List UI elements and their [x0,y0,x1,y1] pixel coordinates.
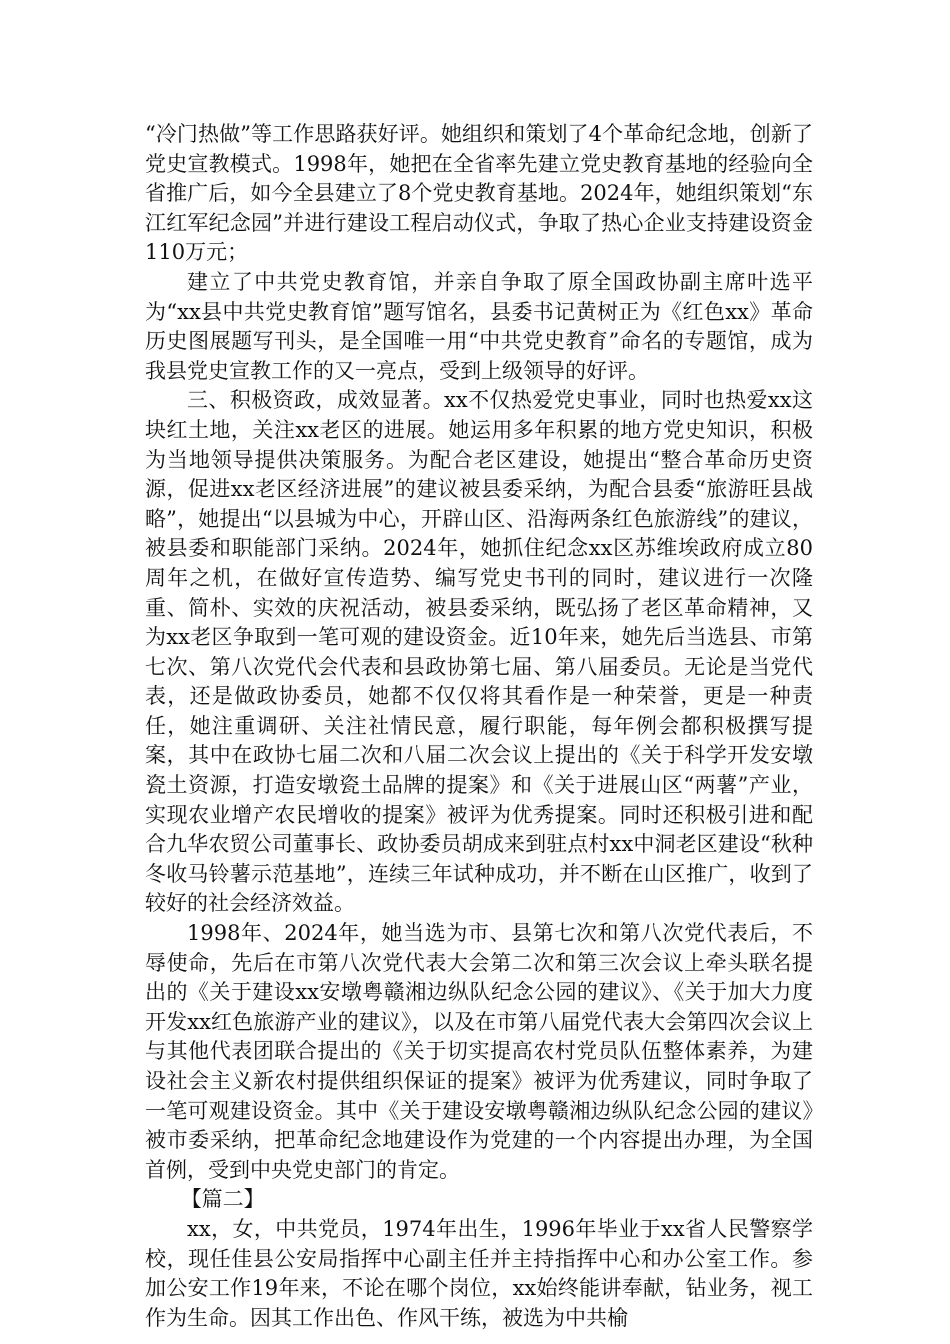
paragraph-part-two-intro: xx，女，中共党员，1974年出生，1996年毕业于xx省人民警察学校，现任佳县公安局指挥中心副主任并主持指挥中心和办公室工作。参加公安工作19年来，不论在哪个岗位，xx始终能讲奉献，钻业务，视工作为生命。因其工作出色、作风干练，被选为中共榆 [145,1216,813,1330]
paragraph-party-representative: 1998年、2024年，她当选为市、县第七次和第八次党代表后，不辱使命，先后在市第八次党代表大会第二次和第三次会议上牵头联名提出的《关于建设xx安墩粤赣湘边纵队纪念公园的建议》、《关于加大力度开发xx红色旅游产业的建议》，以及在市第八届党代表大会第四次会议上与其他代表团联合提出的《关于切实提高农村党员队伍整体素养，为建设社会主义新农村提供组织保证的提案》被评为优秀建议，同时争取了一笔可观建设资金。其中《关于建设安墩粤赣湘边纵队纪念公园的建议》被市委采纳，把革命纪念地建设作为党建的一个内容提出办理，为全国首例，受到中央党史部门的肯定。 [145,921,813,1182]
document-body [145,120,813,1333]
section-heading-part-two: 【篇二】 [180,1187,265,1212]
paragraph-continuation: “冷门热做”等工作思路获好评。她组织和策划了4个革命纪念地，创新了党史宣教模式。1998年，她把在全省率先建立党史教育基地的经验向全省推广后，如今全县建立了8个党史教育基地。2024年，她组织策划“东江红军纪念园”并进行建设工程启动仪式，争取了热心企业支持建设资金110万元； [145,122,813,265]
paragraph-education-hall: 建立了中共党史教育馆，并亲自争取了原全国政协副主席叶选平为“xx县中共党史教育馆”题写馆名，县委书记黄树正为《红色xx》革命历史图展题写刊头，是全国唯一用“中共党史教育”命名的专题馆，成为我县党史宣教工作的又一亮点，受到上级领导的好评。 [145,269,813,383]
paragraph-section-three: 三、积极资政，成效显著。xx不仅热爱党史事业，同时也热爱xx这块红土地，关注xx老区的进展。她运用多年积累的地方党史知识，积极为当地领导提供决策服务。为配合老区建设，她提出“整合革命历史资源，促进xx老区经济进展”的建议被县委采纳，为配合县委“旅游旺县战略”，她提出“以县城为中心，开辟山区、沿海两条红色旅游线”的建议，被县委和职能部门采纳。2024年，她抓住纪念xx区苏维埃政府成立80周年之机，在做好宣传造势、编写党史书刊的同时，建议进行一次隆重、简朴、实效的庆祝活动，被县委采纳，既弘扬了老区革命精神，又为xx老区争取到一笔可观的建设资金。近10年来，她先后当选县、市第七次、第八次党代会代表和县政协第七届、第八届委员。无论是当党代表，还是做政协委员，她都不仅仅将其看作是一种荣誉，更是一种责任，她注重调研、关注社情民意，履行职能，每年例会都积极撰写提案，其中在政协七届二次和八届二次会议上提出的《关于科学开发安墩瓷土资源，打造安墩瓷土品牌的提案》和《关于进展山区“两薯”产业，实现农业增产农民增收的提案》被评为优秀提案。同时还积极引进和配合九华农贸公司董事长、政协委员胡成来到驻点村xx中洞老区建设“秋种冬收马铃薯示范基地”，连续三年试种成功，并不断在山区推广，收到了较好的社会经济效益。 [145,388,813,916]
